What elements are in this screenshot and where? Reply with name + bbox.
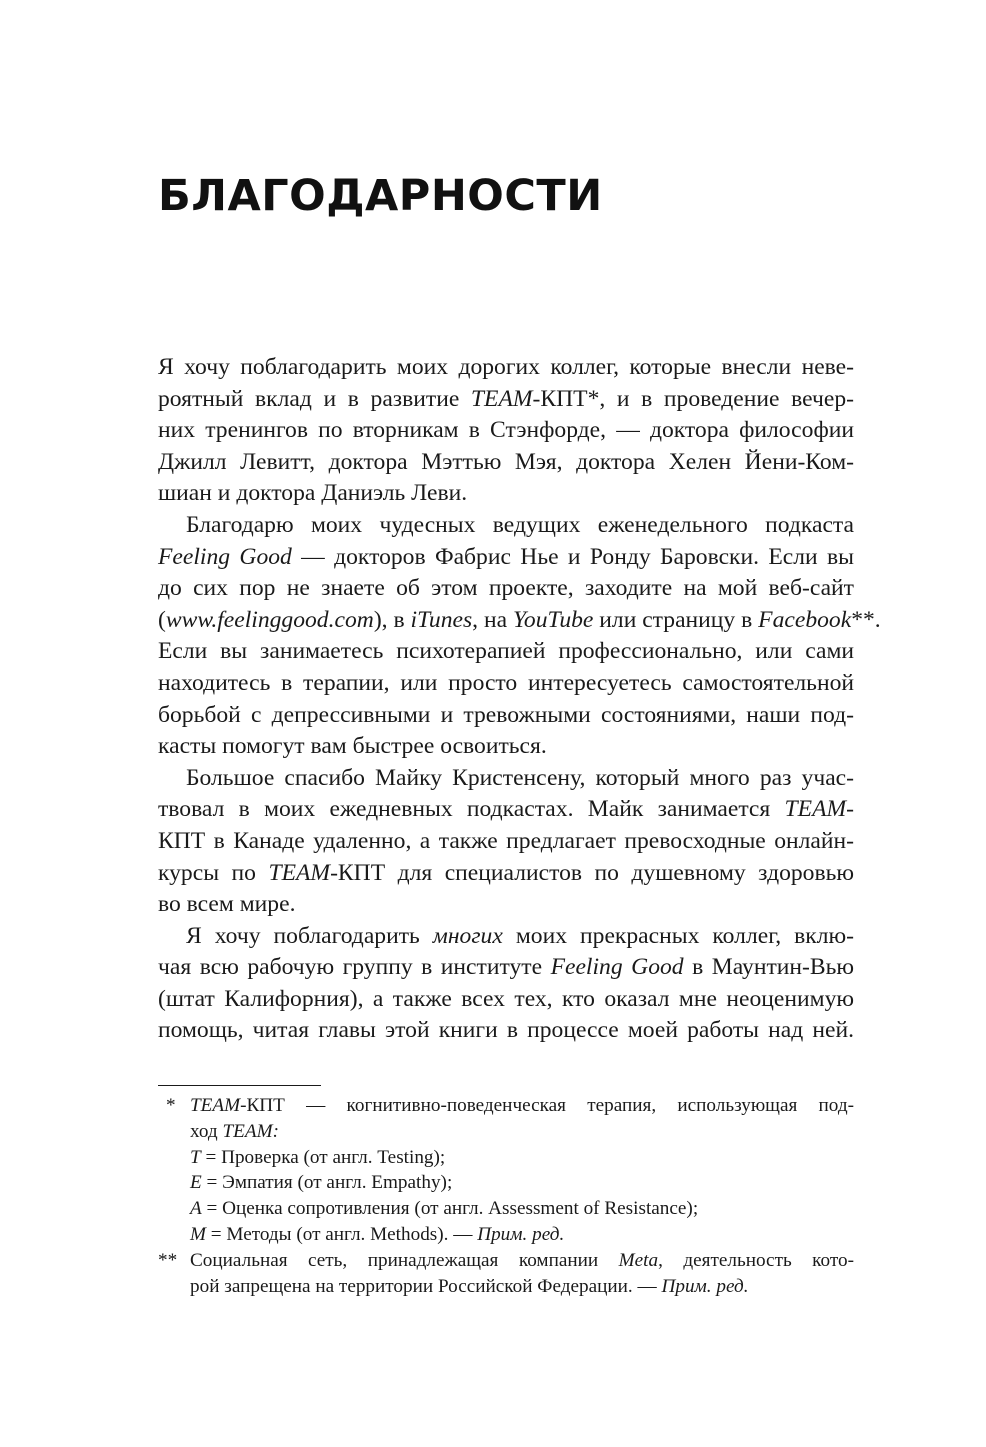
text-line: помощь, читая главы этой книги в процессе моей работы над ней. xyxy=(158,1017,854,1044)
text-line: борьбой с депрессивными и тревожными состояниями, наши под- xyxy=(158,701,854,728)
main-text xyxy=(158,352,881,1047)
text-line: Я хочу поблагодарить моих дорогих коллег, которые внесли неве- xyxy=(158,354,854,380)
footnote-marker: * xyxy=(166,1095,176,1116)
footnote-line: E = Эмпатия (от англ. Empathy); xyxy=(190,1172,453,1194)
footnote-line: ход TEAM: xyxy=(190,1120,279,1142)
text-line: (www.feelinggood.com), в iTunes, на YouTube или страницу в Facebook**. xyxy=(158,606,881,633)
text-line: находитесь в терапии, или просто интересуетесь самостоятельной xyxy=(158,669,854,696)
footnote-line: Социальная сеть, принадлежащая компании Meta, деятельность кото- xyxy=(190,1249,854,1271)
text-line: чая всю рабочую группу в институте Feeling Good в Маунтин-Вью xyxy=(158,954,854,981)
paragraph xyxy=(158,352,854,510)
text-line: до сих пор не знаете об этом проекте, заходите на мой веб-сайт xyxy=(158,575,854,602)
footnote xyxy=(158,1093,854,1248)
text-line: Большое спасибо Майку Кристенсену, который много раз учас- xyxy=(186,764,854,791)
text-line: (штат Калифорния), а также всех тех, кто оказал мне неоценимую xyxy=(158,985,854,1012)
text-line: касты помогут вам быстрее освоиться. xyxy=(158,733,547,760)
website-link: www.feelinggood.com xyxy=(165,606,374,633)
paragraph xyxy=(158,763,854,921)
page-title: БЛАГОДАРНОСТИ xyxy=(158,171,603,221)
footnote-marker: ** xyxy=(158,1249,178,1271)
footnote-line: рой запрещена на территории Российской Федерации. — Прим. ред. xyxy=(190,1275,749,1297)
text-line: Благодарю моих чудесных ведущих еженедельного подкаста xyxy=(186,511,854,538)
footnote-line: T = Проверка (от англ. Testing); xyxy=(190,1146,446,1168)
text-line: Если вы занимаетесь психотерапией профессионально, или сами xyxy=(158,638,854,665)
text-line: шиан и доктора Даниэль Леви. xyxy=(158,480,468,507)
text-line: Я хочу поблагодарить многих моих прекрасных коллег, вклю- xyxy=(186,922,854,949)
text-line: КПТ в Канаде удаленно, а также предлагает превосходные онлайн- xyxy=(158,827,854,854)
text-line: курсы по TEAM-КПТ для специалистов по душевному здоровью xyxy=(158,859,854,886)
text-line: во всем мире. xyxy=(158,891,296,918)
paragraph xyxy=(158,921,854,1047)
text-line: Джилл Левитт, доктора Мэттью Мэя, доктора Хелен Йени-Ком- xyxy=(158,448,854,475)
footnotes xyxy=(158,1093,854,1299)
footnote xyxy=(158,1248,854,1300)
paragraph xyxy=(158,510,881,763)
text-line: твовал в моих ежедневных подкастах. Майк занимается TEAM- xyxy=(158,796,854,823)
footnote-separator xyxy=(158,1085,321,1086)
footnote-line: M = Методы (от англ. Methods). — Прим. ред. xyxy=(190,1223,565,1245)
text-line: них тренингов по вторникам в Стэнфорде, — доктора философии xyxy=(158,417,854,444)
text-line: роятный вклад и в развитие TEAM-КПТ*, и в проведение вечер- xyxy=(158,385,854,412)
footnote-line: A = Оценка сопротивления (от англ. Assessment of Resistance); xyxy=(190,1198,699,1220)
text-line: Feeling Good — докторов Фабрис Нье и Ронду Баровски. Если вы xyxy=(158,543,855,570)
footnote-line: TEAM-КПТ — когнитивно-поведенческая терапия, использующая под- xyxy=(190,1095,854,1116)
